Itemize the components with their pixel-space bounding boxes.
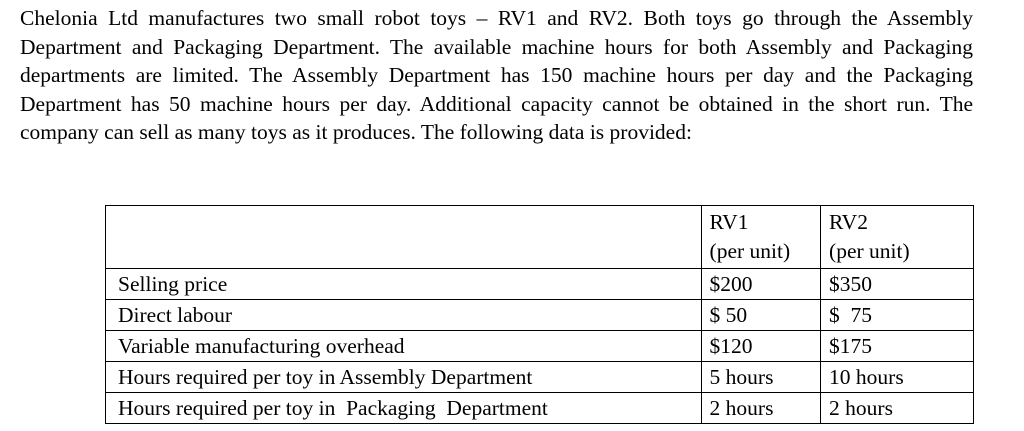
table-row [106, 269, 974, 300]
row-label: Hours required per toy in Packaging Department [106, 393, 702, 424]
table-row [106, 362, 974, 393]
table-row [106, 300, 974, 331]
row-label: Variable manufacturing overhead [106, 331, 702, 362]
table-row [106, 331, 974, 362]
header-rv1-name: RV1 [709, 210, 749, 234]
row-rv1-value: $120 [701, 331, 821, 362]
table-header-row [106, 206, 974, 269]
table-row [106, 393, 974, 424]
header-label-cell [106, 206, 702, 269]
row-label: Hours required per toy in Assembly Department [106, 362, 702, 393]
row-rv2-value: 10 hours [821, 362, 974, 393]
header-rv2-name: RV2 [829, 210, 868, 234]
row-rv1-value: 5 hours [701, 362, 821, 393]
row-rv2-value: $350 [821, 269, 974, 300]
row-rv2-value: 2 hours [821, 393, 974, 424]
row-rv2-value: $175 [821, 331, 974, 362]
header-rv2-cell [821, 206, 974, 269]
cost-data-table [105, 205, 974, 424]
row-rv1-value: $200 [701, 269, 821, 300]
row-label: Selling price [106, 269, 702, 300]
row-rv1-value: $ 50 [701, 300, 821, 331]
row-rv1-value: 2 hours [701, 393, 821, 424]
problem-statement: Chelonia Ltd manufactures two small robot toys – RV1 and RV2. Both toys go through the Assembly Department and Packaging Department. The available machine hours for both Assembly and Packaging departments are limited. The Assembly Department has 150 machine hours per day and the Packaging Department has 50 machine hours per day. Additional capacity cannot be obtained in the short run. The company can sell as many toys as it produces. The following data is provided: [20, 6, 973, 144]
header-rv2-unit: (per unit) [829, 239, 910, 263]
header-rv1-unit: (per unit) [709, 239, 791, 263]
header-rv1-cell [701, 206, 821, 269]
row-rv2-value: $ 75 [821, 300, 974, 331]
row-label: Direct labour [106, 300, 702, 331]
